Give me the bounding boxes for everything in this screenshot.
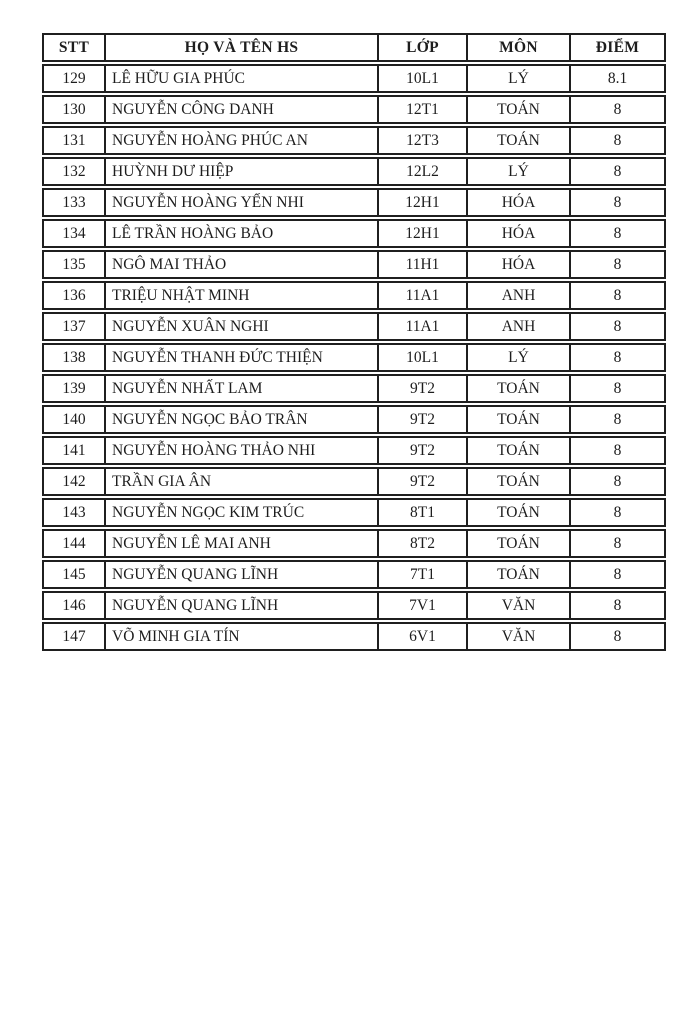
score-cell: 8 — [569, 312, 666, 341]
table-row — [42, 436, 666, 465]
score-cell: 8 — [569, 622, 666, 651]
class-cell: 11H1 — [377, 250, 466, 279]
subject-cell: HÓA — [466, 188, 569, 217]
subject-cell: HÓA — [466, 250, 569, 279]
student-name-cell: LÊ HỮU GIA PHÚC — [104, 64, 377, 93]
table-row — [42, 126, 666, 155]
subject-cell: TOÁN — [466, 467, 569, 496]
table-row — [42, 591, 666, 620]
stt-cell: 140 — [42, 405, 104, 434]
class-cell: 8T2 — [377, 529, 466, 558]
class-cell: 11A1 — [377, 312, 466, 341]
class-cell: 12H1 — [377, 219, 466, 248]
stt-cell: 147 — [42, 622, 104, 651]
column-header-student-name: HỌ VÀ TÊN HS — [104, 33, 377, 62]
score-cell: 8 — [569, 591, 666, 620]
student-name-cell: NGUYỄN NGỌC KIM TRÚC — [104, 498, 377, 527]
student-name-cell: NGUYỄN QUANG LĨNH — [104, 591, 377, 620]
class-cell: 9T2 — [377, 467, 466, 496]
header-row — [42, 33, 666, 62]
class-cell: 9T2 — [377, 436, 466, 465]
class-cell: 9T2 — [377, 405, 466, 434]
student-name-cell: TRIỆU NHẬT MINH — [104, 281, 377, 310]
student-name-cell: NGUYỄN HOÀNG YẾN NHI — [104, 188, 377, 217]
class-cell: 6V1 — [377, 622, 466, 651]
subject-cell: TOÁN — [466, 498, 569, 527]
class-cell: 10L1 — [377, 64, 466, 93]
table-row — [42, 219, 666, 248]
class-cell: 12T1 — [377, 95, 466, 124]
student-name-cell: NGUYỄN QUANG LĨNH — [104, 560, 377, 589]
score-cell: 8 — [569, 95, 666, 124]
column-header-subject: MÔN — [466, 33, 569, 62]
score-cell: 8 — [569, 219, 666, 248]
student-name-cell: NGUYỄN NHẤT LAM — [104, 374, 377, 403]
class-cell: 12H1 — [377, 188, 466, 217]
subject-cell: LÝ — [466, 343, 569, 372]
subject-cell: ANH — [466, 312, 569, 341]
table-row — [42, 560, 666, 589]
score-cell: 8 — [569, 343, 666, 372]
score-cell: 8 — [569, 560, 666, 589]
column-header-score: ĐIỂM — [569, 33, 666, 62]
stt-cell: 144 — [42, 529, 104, 558]
table-row — [42, 467, 666, 496]
subject-cell: TOÁN — [466, 126, 569, 155]
stt-cell: 132 — [42, 157, 104, 186]
table-row — [42, 281, 666, 310]
score-cell: 8 — [569, 436, 666, 465]
class-cell: 12L2 — [377, 157, 466, 186]
table-row — [42, 157, 666, 186]
class-cell: 12T3 — [377, 126, 466, 155]
subject-cell: LÝ — [466, 64, 569, 93]
table-row — [42, 188, 666, 217]
stt-cell: 136 — [42, 281, 104, 310]
score-cell: 8 — [569, 498, 666, 527]
table-row — [42, 374, 666, 403]
subject-cell: TOÁN — [466, 374, 569, 403]
stt-cell: 145 — [42, 560, 104, 589]
table-row — [42, 312, 666, 341]
subject-cell: TOÁN — [466, 436, 569, 465]
table-row — [42, 498, 666, 527]
column-header-stt: STT — [42, 33, 104, 62]
table-row — [42, 529, 666, 558]
student-name-cell: NGÔ MAI THẢO — [104, 250, 377, 279]
subject-cell: TOÁN — [466, 529, 569, 558]
class-cell: 8T1 — [377, 498, 466, 527]
stt-cell: 130 — [42, 95, 104, 124]
stt-cell: 137 — [42, 312, 104, 341]
column-header-class: LỚP — [377, 33, 466, 62]
table-row — [42, 64, 666, 93]
student-name-cell: NGUYỄN CÔNG DANH — [104, 95, 377, 124]
student-name-cell: HUỲNH DƯ HIỆP — [104, 157, 377, 186]
score-cell: 8 — [569, 529, 666, 558]
score-cell: 8 — [569, 157, 666, 186]
stt-cell: 141 — [42, 436, 104, 465]
student-name-cell: LÊ TRẦN HOÀNG BẢO — [104, 219, 377, 248]
score-cell: 8 — [569, 188, 666, 217]
class-cell: 9T2 — [377, 374, 466, 403]
student-name-cell: NGUYỄN LÊ MAI ANH — [104, 529, 377, 558]
student-name-cell: TRẦN GIA ÂN — [104, 467, 377, 496]
score-cell: 8 — [569, 467, 666, 496]
table-row — [42, 622, 666, 651]
subject-cell: TOÁN — [466, 560, 569, 589]
table-row — [42, 95, 666, 124]
class-cell: 10L1 — [377, 343, 466, 372]
score-cell: 8 — [569, 281, 666, 310]
stt-cell: 142 — [42, 467, 104, 496]
score-table — [42, 31, 666, 653]
subject-cell: HÓA — [466, 219, 569, 248]
class-cell: 7V1 — [377, 591, 466, 620]
score-table-body — [42, 64, 666, 651]
stt-cell: 139 — [42, 374, 104, 403]
student-name-cell: NGUYỄN NGỌC BẢO TRÂN — [104, 405, 377, 434]
table-row — [42, 250, 666, 279]
subject-cell: ANH — [466, 281, 569, 310]
score-table-head — [42, 33, 666, 62]
stt-cell: 135 — [42, 250, 104, 279]
score-cell: 8 — [569, 250, 666, 279]
student-name-cell: NGUYỄN XUÂN NGHI — [104, 312, 377, 341]
class-cell: 11A1 — [377, 281, 466, 310]
student-name-cell: NGUYỄN THANH ĐỨC THIỆN — [104, 343, 377, 372]
stt-cell: 129 — [42, 64, 104, 93]
student-name-cell: VÕ MINH GIA TÍN — [104, 622, 377, 651]
score-cell: 8.1 — [569, 64, 666, 93]
stt-cell: 133 — [42, 188, 104, 217]
score-cell: 8 — [569, 126, 666, 155]
stt-cell: 134 — [42, 219, 104, 248]
class-cell: 7T1 — [377, 560, 466, 589]
stt-cell: 138 — [42, 343, 104, 372]
score-cell: 8 — [569, 374, 666, 403]
subject-cell: VĂN — [466, 591, 569, 620]
subject-cell: TOÁN — [466, 405, 569, 434]
student-name-cell: NGUYỄN HOÀNG PHÚC AN — [104, 126, 377, 155]
table-row — [42, 343, 666, 372]
stt-cell: 146 — [42, 591, 104, 620]
stt-cell: 131 — [42, 126, 104, 155]
subject-cell: VĂN — [466, 622, 569, 651]
student-name-cell: NGUYỄN HOÀNG THẢO NHI — [104, 436, 377, 465]
subject-cell: LÝ — [466, 157, 569, 186]
subject-cell: TOÁN — [466, 95, 569, 124]
score-cell: 8 — [569, 405, 666, 434]
stt-cell: 143 — [42, 498, 104, 527]
table-row — [42, 405, 666, 434]
